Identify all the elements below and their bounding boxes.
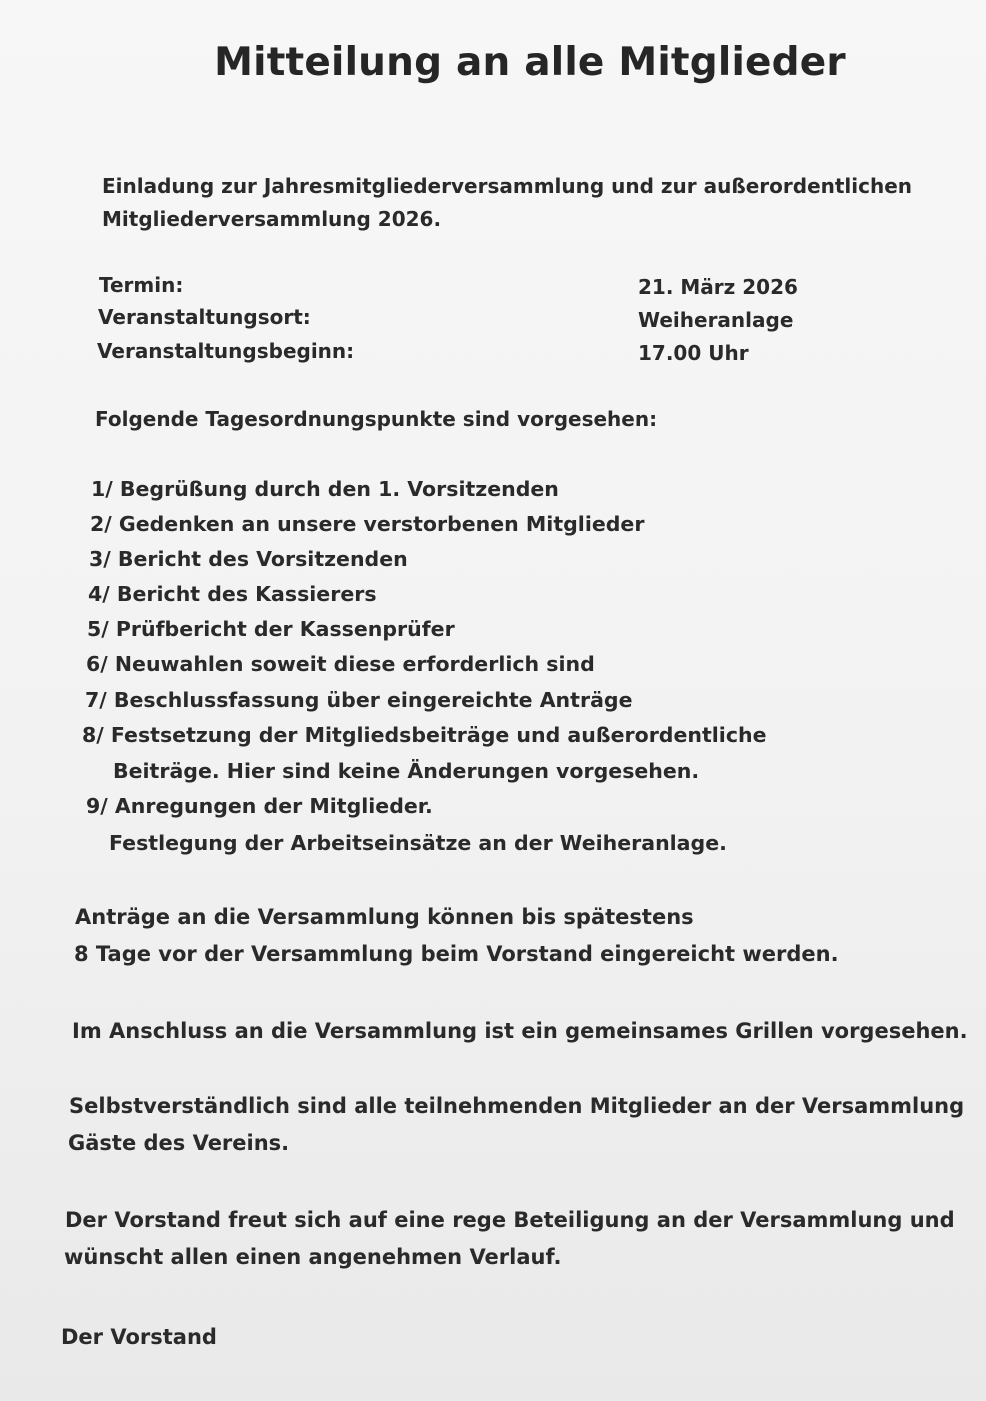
agenda-item: 5/ Prüfbericht der Kassenprüfer bbox=[87, 617, 455, 641]
detail-value-beginn: 17.00 Uhr bbox=[638, 341, 749, 365]
guests-line-2: Gäste des Vereins. bbox=[68, 1131, 290, 1155]
agenda-item: 2/ Gedenken an unsere verstorbenen Mitglieder bbox=[90, 512, 645, 536]
detail-label-termin: Termin: bbox=[99, 273, 184, 297]
agenda-item: 7/ Beschlussfassung über eingereichte Anträge bbox=[85, 688, 633, 712]
agenda-item: 8/ Festsetzung der Mitgliedsbeiträge und außerordentliche bbox=[82, 723, 767, 747]
barbecue-note: Im Anschluss an die Versammlung ist ein gemeinsames Grillen vorgesehen. bbox=[72, 1019, 968, 1043]
detail-value-termin: 21. März 2026 bbox=[638, 275, 798, 299]
agenda-item: 3/ Bericht des Vorsitzenden bbox=[89, 547, 408, 571]
intro-line-2: Mitgliederversammlung 2026. bbox=[102, 207, 442, 231]
agenda-item-continuation: Festlegung der Arbeitseinsätze an der Weiheranlage. bbox=[109, 831, 727, 855]
agenda-item-continuation: Beiträge. Hier sind keine Änderungen vorgesehen. bbox=[113, 759, 700, 783]
agenda-item: 6/ Neuwahlen soweit diese erforderlich sind bbox=[86, 652, 595, 676]
board-closing-line-1: Der Vorstand freut sich auf eine rege Beteiligung an der Versammlung und bbox=[65, 1208, 955, 1232]
agenda-item: 9/ Anregungen der Mitglieder. bbox=[86, 794, 433, 818]
intro-line-1: Einladung zur Jahresmitgliederversammlung und zur außerordentlichen bbox=[102, 174, 913, 198]
detail-label-beginn: Veranstaltungsbeginn: bbox=[97, 339, 355, 363]
board-closing-line-2: wünscht allen einen angenehmen Verlauf. bbox=[64, 1245, 562, 1269]
detail-label-ort: Veranstaltungsort: bbox=[98, 305, 311, 329]
detail-value-ort: Weiheranlage bbox=[638, 308, 794, 332]
signature: Der Vorstand bbox=[61, 1325, 217, 1349]
motion-deadline-line-1: Anträge an die Versammlung können bis spätestens bbox=[75, 905, 694, 929]
agenda-item: 4/ Bericht des Kassierers bbox=[88, 582, 377, 606]
agenda-item: 1/ Begrüßung durch den 1. Vorsitzenden bbox=[91, 477, 559, 501]
page-title: Mitteilung an alle Mitglieder bbox=[214, 40, 846, 85]
agenda-heading: Folgende Tagesordnungspunkte sind vorgesehen: bbox=[95, 407, 658, 431]
intro-text bbox=[102, 170, 912, 236]
guests-line-1: Selbstverständlich sind alle teilnehmenden Mitglieder an der Versammlung bbox=[69, 1094, 965, 1118]
motion-deadline-line-2: 8 Tage vor der Versammlung beim Vorstand eingereicht werden. bbox=[74, 942, 839, 966]
